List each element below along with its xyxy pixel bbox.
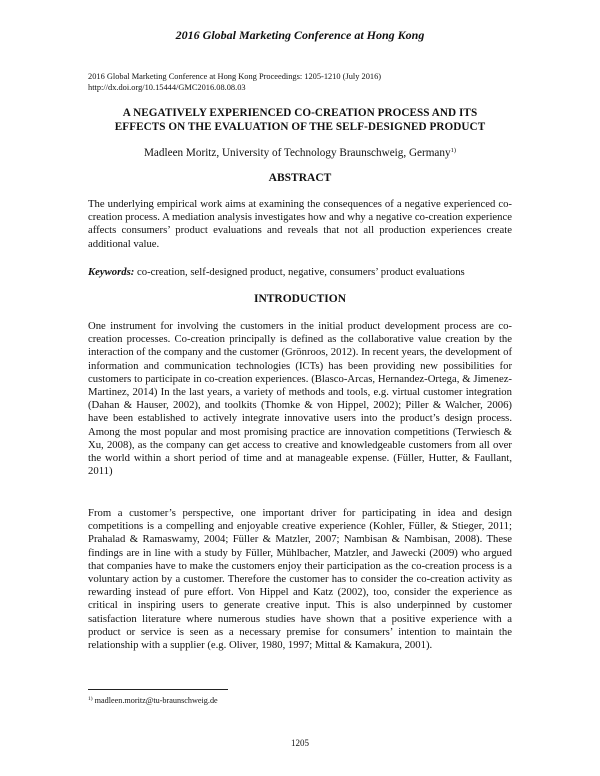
keywords-line xyxy=(88,266,512,279)
abstract-text: The underlying empirical work aims at examining the consequences of a negative experienced co-creation process. A mediation analysis investigates how and why a negative co-creation experience affects consumers’ product evaluations and reveals that not all production experiences create additional value. xyxy=(88,198,512,250)
keywords-label: Keywords: xyxy=(88,266,135,278)
paper-title-line-1: A NEGATIVELY EXPERIENCED CO-CREATION PROCESS AND ITS xyxy=(122,107,478,119)
paper-title-line-2: EFFECTS ON THE EVALUATION OF THE SELF-DESIGNED PRODUCT xyxy=(114,120,486,133)
page-number: 1205 xyxy=(291,738,309,748)
citation-doi: http://dx.doi.org/10.15444/GMC2016.08.08.03 xyxy=(88,83,246,92)
footnote-divider xyxy=(88,689,228,690)
citation-proceedings: 2016 Global Marketing Conference at Hong Kong Proceedings: 1205-1210 (July 2016) xyxy=(88,72,382,81)
footnote xyxy=(88,696,218,705)
citation-block xyxy=(88,71,512,93)
footnote-email: madleen.moritz@tu-braunschweig.de xyxy=(92,696,218,705)
author-affiliation: Madleen Moritz, University of Technology Braunschweig, Germany xyxy=(143,147,451,159)
introduction-paragraph-2: From a customer’s perspective, one important driver for participating in idea and design competitions is a compelling and enjoyable creative experience (Kohler, Füller, & Stieger, 2011; Prahalad & Ramaswamy, 2004; Füller & Matzler, 2007; Nambisan & Nambisan, 2008). These findings are in line with a study by Füller, Mühlbacher, Matzler, and Jawecki (2009) who argued that companies have to make the customers enjoy their participation as the co-creation process is a voluntary action by a customer. Therefore the customer has to consider the co-creation activity as rewarding instead of pure effort. Von Hippel and Katz (2002), too, consider the experience as critical in inspiring users to generate creative input. This is also underpinned by customer satisfaction literature where numerous studies have shown that a positive experience with a product or service is seen as a necessary premise for consumers’ intention to maintain the relationship with a supplier (e.g. Oliver, 1980, 1997; Mittal & Kamakura, 2001). xyxy=(88,507,512,652)
abstract-heading: ABSTRACT xyxy=(268,172,332,184)
author-line xyxy=(88,147,512,159)
footnote-mark: 1) xyxy=(88,696,93,702)
running-header: 2016 Global Marketing Conference at Hong Kong xyxy=(175,28,425,42)
introduction-heading: INTRODUCTION xyxy=(253,293,346,305)
introduction-paragraph-1: One instrument for involving the customers in the initial product development process are co-creation processes. Co-creation principally is defined as the collaborative value creation by the interaction of the company and the customer (Grönroos, 2012). In recent years, the development of information and communication technologies (ICTs) has been providing new possibilities for customers to participate in co-creation experiences. (Blasco-Arcas, Hernandez-Ortega, & Jimenez-Martinez, 2014) In the last years, a variety of methods and tools, e.g. virtual customer integration (Dahan & Hauser, 2002), and toolkits (Thomke & von Hippel, 2002); Piller & Walcher, 2006) have been established to actively integrate innovative users into the product’s design process. Among the most popular and most promising practice are innovation competitions (Terwiesch & Xu, 2008), as the company can get access to creative and knowledgeable customers from all over the world within a short period of time and at manageable expense. (Füller, Hutter, & Faullant, 2011) xyxy=(88,320,512,478)
author-footnote-mark: 1) xyxy=(450,147,456,154)
paper-title xyxy=(88,107,512,134)
keywords-text: co-creation, self-designed product, negative, consumers’ product evaluations xyxy=(134,266,465,278)
